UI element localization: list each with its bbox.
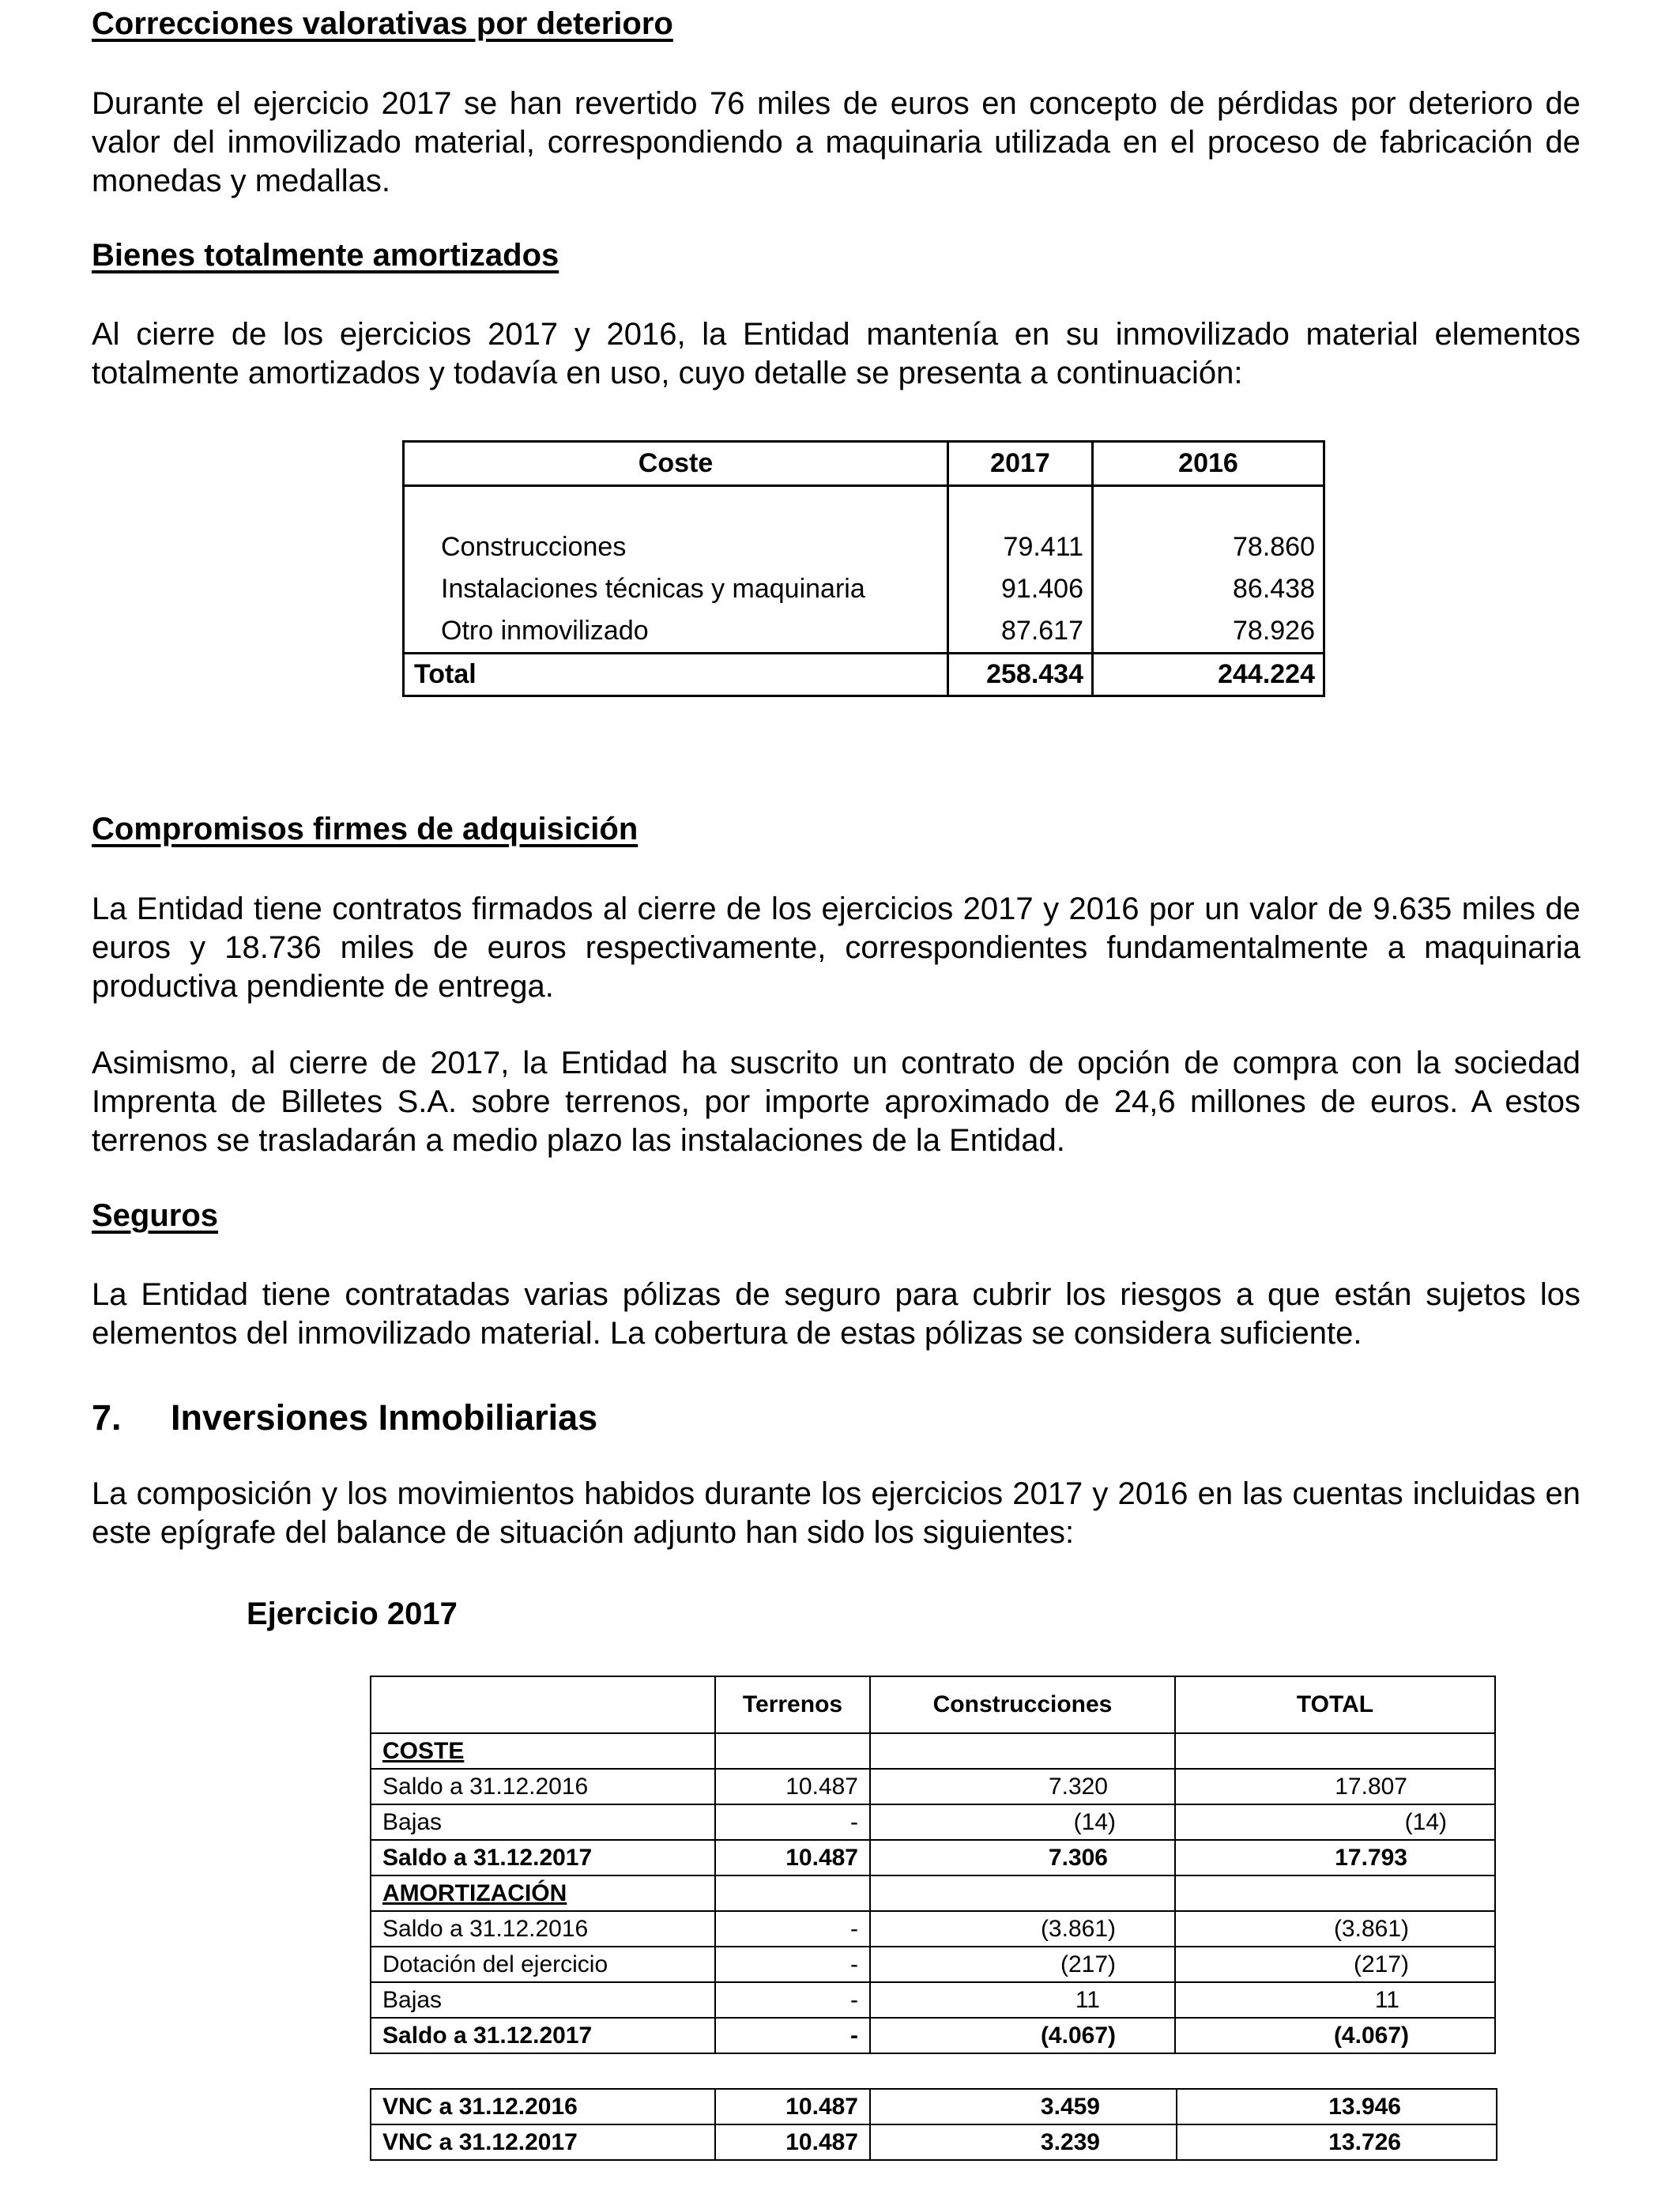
- table-cell: 78.926: [1093, 610, 1324, 654]
- column-header: 2016: [1093, 442, 1324, 486]
- table-cell: Construcciones: [404, 526, 948, 568]
- heading-bienes: Bienes totalmente amortizados: [92, 238, 559, 273]
- table-cell: Dotación del ejercicio: [371, 1947, 715, 1982]
- table-cell: Saldo a 31.12.2017: [371, 1840, 715, 1875]
- table-cell: 10.487: [715, 1769, 870, 1804]
- table-row: [371, 1982, 1495, 2018]
- table-cell: -: [715, 1982, 870, 2018]
- table-row: [404, 526, 1324, 568]
- table-cell: (217): [1175, 1947, 1495, 1982]
- table-row: [371, 1875, 1495, 1911]
- column-header: Coste: [404, 442, 948, 486]
- table-cell: -: [715, 1911, 870, 1947]
- table-cell: 7.320: [870, 1769, 1175, 1804]
- table-row: [404, 568, 1324, 610]
- table-header-row: [404, 442, 1324, 486]
- table-cell: 13.726: [1177, 2124, 1497, 2160]
- table-cell: 3.239: [870, 2124, 1177, 2160]
- table-cell: 86.438: [1093, 568, 1324, 610]
- table-cell: Saldo a 31.12.2016: [371, 1911, 715, 1947]
- section-title-text: Inversiones Inmobiliarias: [171, 1397, 598, 1438]
- table-cell: 7.306: [870, 1840, 1175, 1875]
- section-title: [92, 1397, 597, 1438]
- table-row: [371, 2018, 1495, 2053]
- table-cell: Instalaciones técnicas y maquinaria: [404, 568, 948, 610]
- table-row: [371, 1840, 1495, 1875]
- table-cell: -: [715, 2018, 870, 2053]
- table-vnc: [370, 2088, 1497, 2161]
- table-cell: Saldo a 31.12.2016: [371, 1769, 715, 1804]
- table-row: [371, 1947, 1495, 1982]
- table-cell: (14): [1175, 1804, 1495, 1840]
- table-cell: 78.860: [1093, 526, 1324, 568]
- table-cell: (14): [870, 1804, 1175, 1840]
- column-header: TOTAL: [1175, 1676, 1495, 1733]
- table-cell: -: [715, 1947, 870, 1982]
- table-cell: 10.487: [715, 2124, 870, 2160]
- table-total-row: [404, 654, 1324, 696]
- table-cell: 13.946: [1177, 2089, 1497, 2124]
- paragraph-inversiones: La composición y los movimientos habidos durante los ejercicios 2017 y 2016 en las cuentas incluidas en este epígrafe del balance de situación adjunto han sido los siguientes:: [92, 1476, 1580, 1550]
- table-cell: VNC a 31.12.2016: [371, 2089, 715, 2124]
- table-cell: 87.617: [948, 610, 1093, 654]
- table-cell: (217): [870, 1947, 1175, 1982]
- table-cell: Saldo a 31.12.2017: [371, 2018, 715, 2053]
- subtitle-ejercicio: Ejercicio 2017: [247, 1596, 458, 1631]
- table-cell: (4.067): [870, 2018, 1175, 2053]
- paragraph-seguros: La Entidad tiene contratadas varias pólizas de seguro para cubrir los riesgos a que están sujetos los elementos del inmovilizado material. La cobertura de estas pólizas se considera suficiente.: [92, 1277, 1580, 1351]
- table-cell: Otro inmovilizado: [404, 610, 948, 654]
- table-inversiones: [370, 1676, 1496, 2054]
- paragraph-compromisos-1: La Entidad tiene contratos firmados al cierre de los ejercicios 2017 y 2016 por un valor de 9.635 miles de euros y 18.736 miles de euros respectivamente, correspondientes fundamentalmente a maquinaria productiva pendiente de entrega.: [92, 892, 1580, 1004]
- table-header-row: [371, 1676, 1495, 1733]
- section-number: 7.: [92, 1397, 122, 1438]
- group-label-coste: COSTE: [382, 1737, 465, 1764]
- group-label-amortizacion: AMORTIZACIÓN: [382, 1879, 567, 1906]
- table-row: [371, 1804, 1495, 1840]
- table-cell: VNC a 31.12.2017: [371, 2124, 715, 2160]
- table-cell: 3.459: [870, 2089, 1177, 2124]
- table-cell: Bajas: [371, 1982, 715, 2018]
- table-amortizados: [402, 440, 1325, 697]
- table-cell: -: [715, 1804, 870, 1840]
- heading-compromisos: Compromisos firmes de adquisición: [92, 812, 638, 846]
- table-row: [371, 1733, 1495, 1769]
- table-cell: (3.861): [1175, 1911, 1495, 1947]
- table-row: [371, 1769, 1495, 1804]
- paragraph-correcciones: Durante el ejercicio 2017 se han revertido 76 miles de euros en concepto de pérdidas por deterioro de valor del inmovilizado material, correspondiendo a maquinaria utilizada en el proceso de fabricación de monedas y medallas.: [92, 86, 1580, 198]
- table-cell: 17.793: [1175, 1840, 1495, 1875]
- table-cell: 10.487: [715, 1840, 870, 1875]
- table-cell: Total: [404, 654, 948, 696]
- table-cell: (4.067): [1175, 2018, 1495, 2053]
- table-row: [371, 2089, 1497, 2124]
- heading-correcciones: Correcciones valorativas por deterioro: [92, 6, 673, 41]
- table-row: [404, 610, 1324, 654]
- table-cell: 91.406: [948, 568, 1093, 610]
- table-cell: 10.487: [715, 2089, 870, 2124]
- table-cell: 11: [1175, 1982, 1495, 2018]
- table-cell: Bajas: [371, 1804, 715, 1840]
- table-row: [371, 1911, 1495, 1947]
- column-header: Terrenos: [715, 1676, 870, 1733]
- table-cell: (3.861): [870, 1911, 1175, 1947]
- paragraph-compromisos-2: Asimismo, al cierre de 2017, la Entidad ha suscrito un contrato de opción de compra con la sociedad Imprenta de Billetes S.A. sobre terrenos, por importe aproximado de 24,6 millones de euros. A estos terrenos se trasladarán a medio plazo las instalaciones de la Entidad.: [92, 1046, 1580, 1158]
- column-header: [371, 1676, 715, 1733]
- table-cell: 17.807: [1175, 1769, 1495, 1804]
- table-cell: 11: [870, 1982, 1175, 2018]
- column-header: Construcciones: [870, 1676, 1175, 1733]
- table-cell: 79.411: [948, 526, 1093, 568]
- table-cell: 244.224: [1093, 654, 1324, 696]
- table-row: [371, 2124, 1497, 2160]
- paragraph-bienes: Al cierre de los ejercicios 2017 y 2016, la Entidad mantenía en su inmovilizado material elementos totalmente amortizados y todavía en uso, cuyo detalle se presenta a continuación:: [92, 317, 1580, 390]
- column-header: 2017: [948, 442, 1093, 486]
- table-cell: 258.434: [948, 654, 1093, 696]
- heading-seguros: Seguros: [92, 1198, 219, 1233]
